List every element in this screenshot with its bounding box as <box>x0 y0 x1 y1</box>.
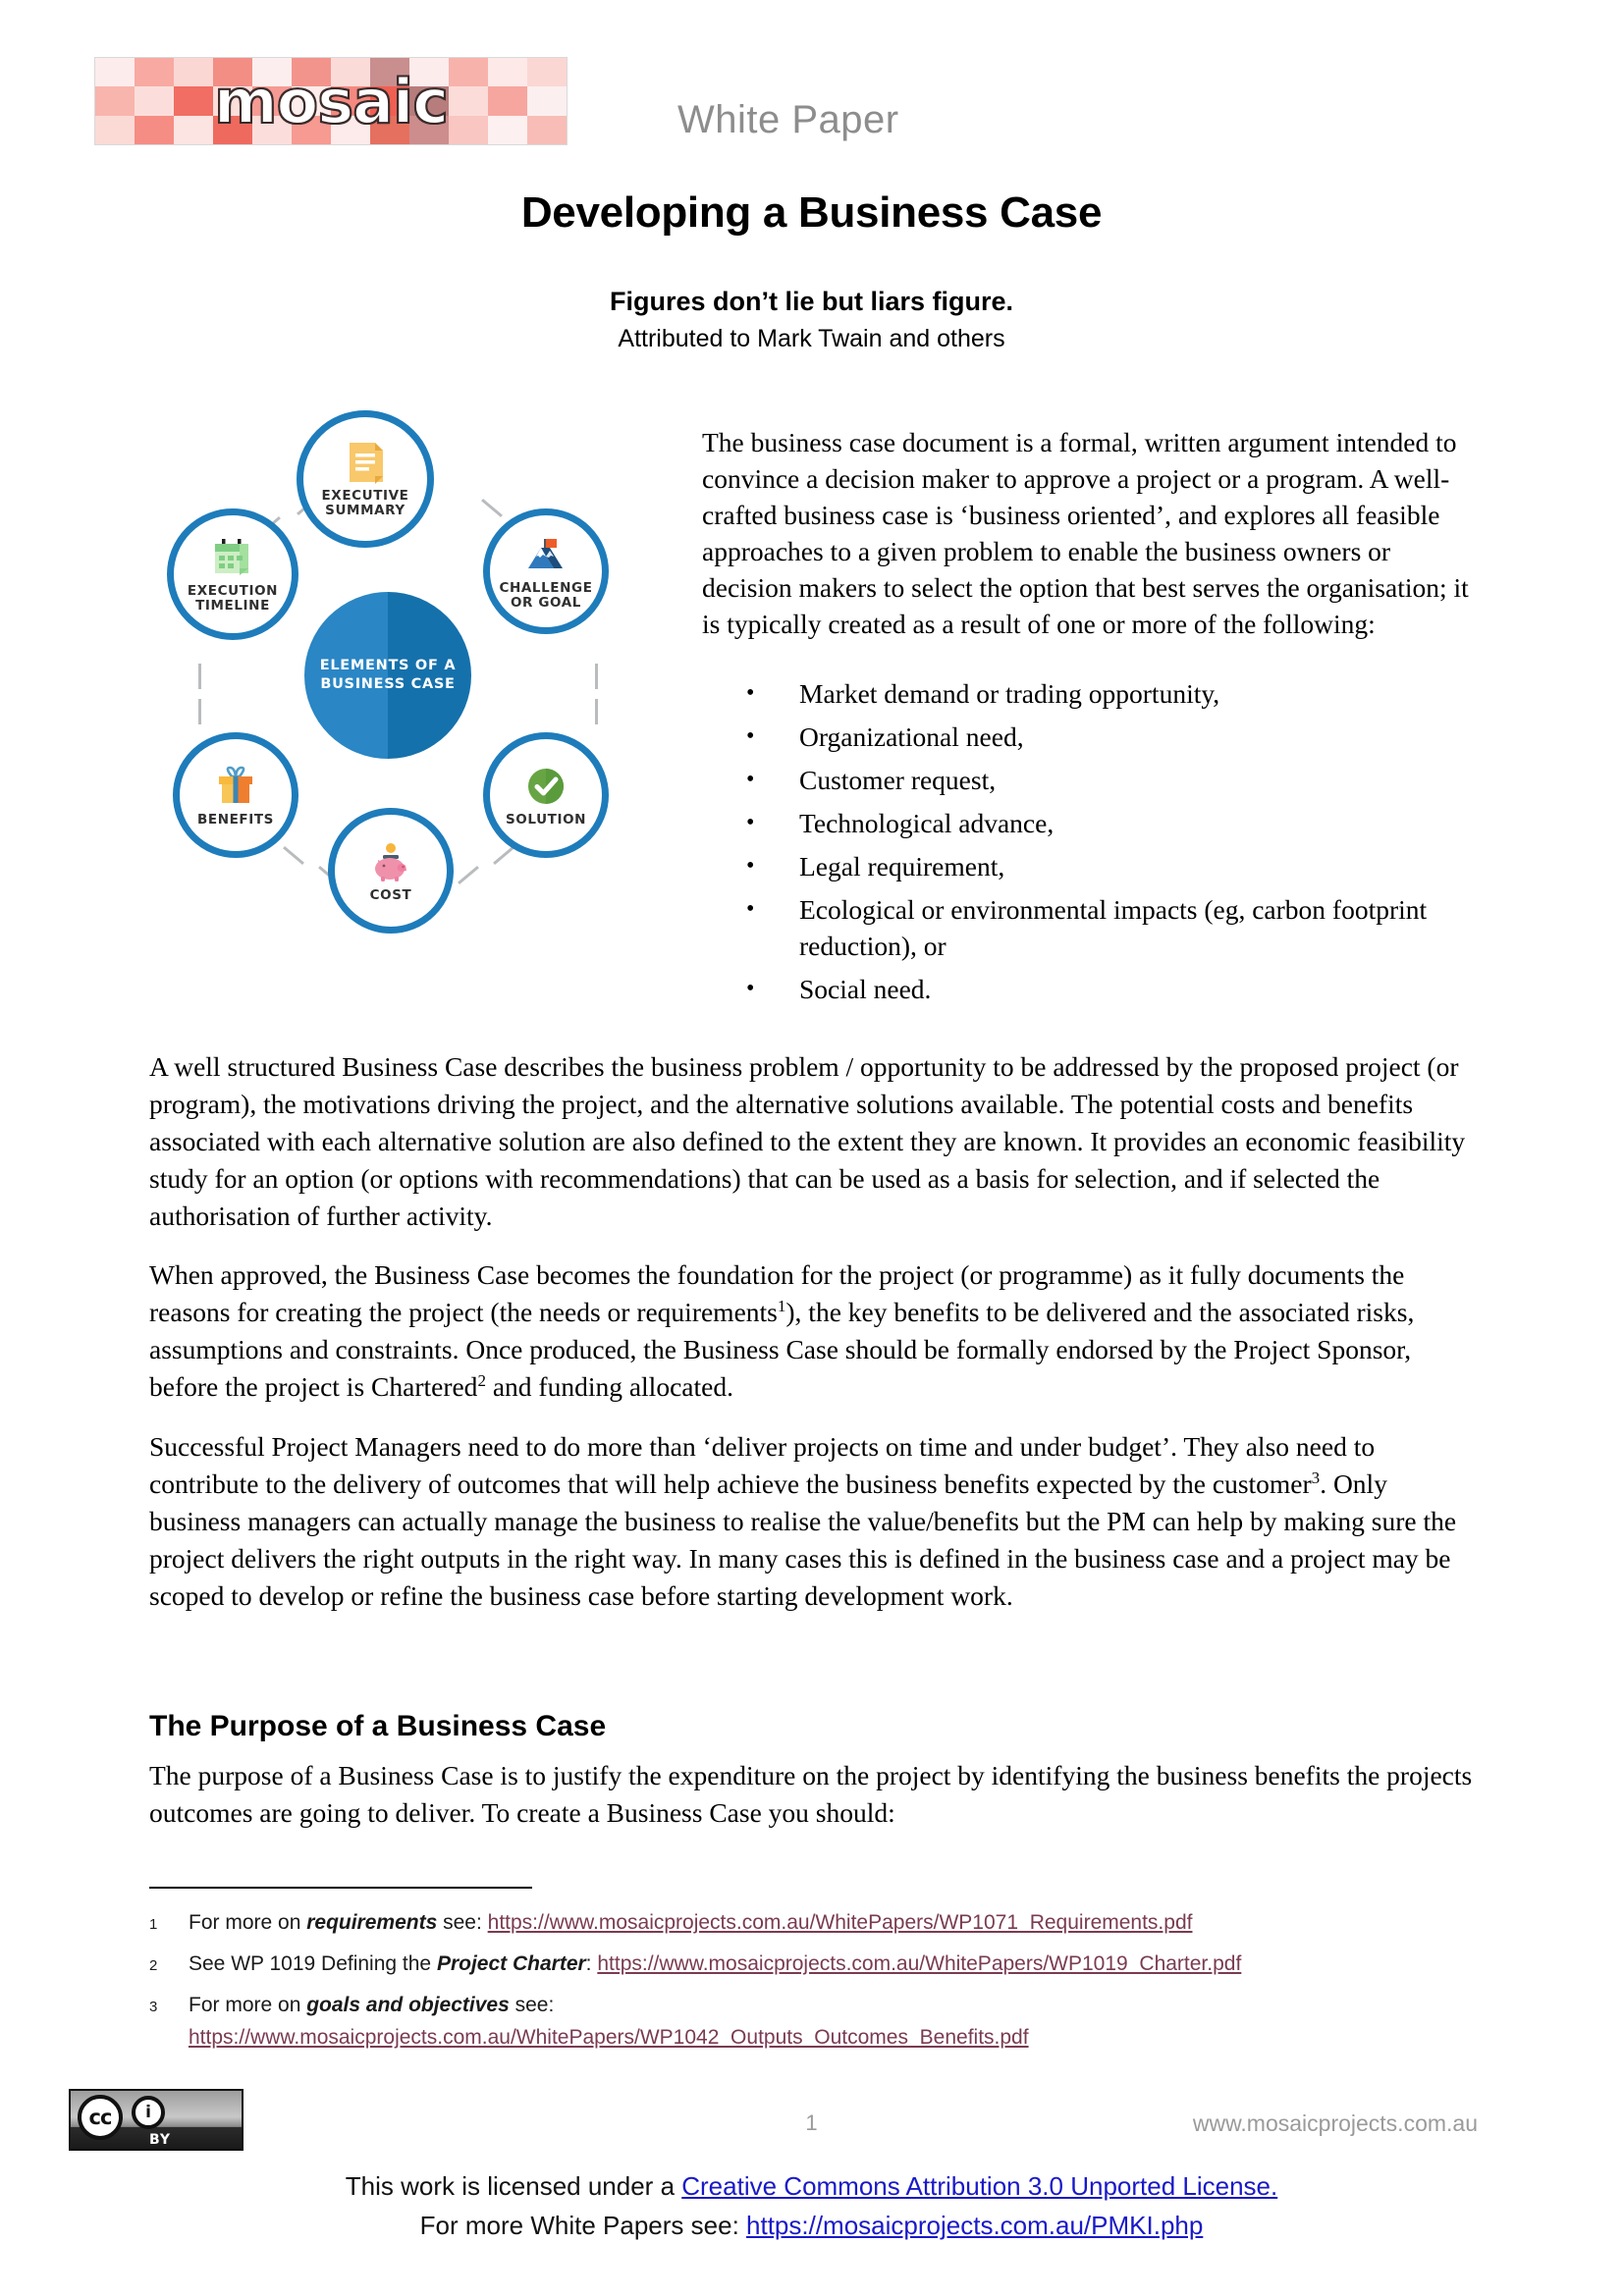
license-statement <box>0 2171 1623 2202</box>
node-label-line1: CHALLENGE <box>499 580 593 596</box>
diagram-node-label <box>506 813 586 828</box>
center-label-line2: BUSINESS CASE <box>320 676 456 692</box>
paragraph-text-segment: and funding allocated. <box>485 1371 733 1402</box>
footnote-text: see: <box>437 1911 488 1934</box>
node-label-line1: EXECUTIVE <box>321 488 409 504</box>
bullet-marker: • <box>746 896 755 922</box>
list-item <box>746 891 1478 964</box>
node-label-line1: SOLUTION <box>505 811 587 828</box>
footnote-number: 1 <box>149 1916 158 1933</box>
paragraph-purpose: The purpose of a Business Case is to justify the expenditure on the project by identifying the business benefits the projects outcomes are going to deliver. To create a Business Case you should: <box>149 1760 1473 1828</box>
paragraph-well-structured: A well structured Business Case describes the business problem / opportunity to be addressed by the proposed project (or program), the motivations driving the project, and the alternative solutions available. The potential costs and benefits associated with each alternative solution are also defined to the extent they are known. It provides an economic feasibility study for an option (or options with recommendations) that can be used as a basis for selection, and if selected the authorisation of further activity. <box>149 1051 1466 1231</box>
diagram-node-cost[interactable] <box>328 808 454 934</box>
cc-logo-icon: cc <box>78 2095 123 2140</box>
paragraph-text-segment: Successful Project Managers need to do more than ‘deliver projects on time and under budget’. They also need to contribute to the delivery of outcomes that will help achieve the business benefits expected by the customer <box>149 1431 1376 1499</box>
bullet-marker: • <box>746 723 755 749</box>
connector-dash <box>595 699 598 724</box>
footer-site-url: www.mosaicprojects.com.au <box>1192 2110 1478 2136</box>
diagram-node-execution-timeline[interactable] <box>167 508 298 640</box>
footnote-body <box>189 1989 1485 2054</box>
footnote-text: For more on <box>189 1911 307 1934</box>
license-link[interactable]: Creative Commons Attribution 3.0 Unported License. <box>681 2171 1278 2201</box>
list-item <box>746 971 1478 1007</box>
footnote-link[interactable]: https://www.mosaicprojects.com.au/WhitePapers/WP1042_Outputs_Outcomes_Benefits.pdf <box>189 2026 1029 2049</box>
list-item <box>746 675 1478 712</box>
paragraph-when-approved <box>149 1256 1478 1406</box>
connector-dash <box>458 866 479 884</box>
white-paper-label: White Paper <box>677 98 899 141</box>
footnote-body <box>189 1948 1485 1982</box>
diagram-node-label <box>188 584 278 614</box>
bullet-marker: • <box>746 810 755 835</box>
footnote-emphasis: goals and objectives <box>306 1994 510 2016</box>
footnote-list <box>149 1906 1485 2060</box>
footnote-ref-1[interactable]: 1 <box>777 1296 786 1315</box>
bullet-marker: • <box>746 853 755 879</box>
reasons-bullet-list <box>746 675 1478 1014</box>
more-papers-link[interactable]: https://mosaicprojects.com.au/PMKI.php <box>746 2211 1204 2240</box>
mosaic-logo <box>94 57 568 145</box>
paragraph-text-segment: ), the key benefits to be delivered and the associated risks, assumptions and constraints. Once produced, the Business Case should be formally endorsed by the Project Sponsor, before the project is Chartered <box>149 1297 1415 1402</box>
node-label-line2: TIMELINE <box>195 598 270 614</box>
elements-of-business-case-diagram <box>137 410 658 945</box>
paragraph-successful-pms <box>149 1428 1478 1615</box>
connector-dash <box>283 846 304 865</box>
list-item <box>746 762 1478 798</box>
footnote-text: See WP 1019 Defining the <box>189 1952 437 1975</box>
mountain-flag-icon <box>523 532 568 577</box>
list-item-text: Market demand or trading opportunity, <box>799 678 1220 709</box>
list-item-text: Organizational need, <box>799 721 1024 752</box>
list-item <box>746 719 1478 755</box>
footnote-emphasis: requirements <box>306 1911 438 1934</box>
bullet-marker: • <box>746 976 755 1001</box>
green-check-icon <box>523 764 568 809</box>
calendar-icon <box>210 535 255 580</box>
list-item-text: Ecological or environmental impacts (eg, carbon footprint reduction), or <box>799 894 1428 961</box>
epigraph-quote: Figures don’t lie but liars figure. <box>609 287 1014 316</box>
list-item-text: Legal requirement, <box>799 851 1005 881</box>
footnote-item <box>149 1906 1485 1941</box>
page-number: 1 <box>805 2110 818 2135</box>
diagram-node-benefits[interactable] <box>173 732 298 858</box>
page-header <box>0 0 1623 187</box>
paragraph-text-segment: . Only business managers can actually manage the business to realise the value/benefits but the PM can help by making sure the project delivers the right outputs in the right way. In many cases this is defined in the business case and a project may be scoped to develop or refine the business case before starting development work. <box>149 1468 1457 1611</box>
footnote-link[interactable]: https://www.mosaicprojects.com.au/WhitePapers/WP1071_Requirements.pdf <box>487 1911 1193 1934</box>
footnote-text: For more on <box>189 1994 307 2016</box>
footnote-ref-2[interactable]: 2 <box>477 1370 486 1390</box>
list-item <box>746 848 1478 884</box>
intro-paragraph: The business case document is a formal, written argument intended to convince a decision maker to approve a project or a program. A well-crafted business case is ‘business oriented’, and explores all feasible approaches to a given problem to enable the business owners or decision makers to select the option that best serves the organisation; it is typically created as a result of one or more of the following: <box>702 427 1469 639</box>
license-text: This work is licensed under a <box>345 2171 682 2201</box>
paragraph-text-segment: When approved, the Business Case becomes the foundation for the project (or programme) as it fully documents the reasons for creating the project (the needs or requirements <box>149 1259 1405 1327</box>
connector-dash <box>198 664 201 689</box>
diagram-center-label <box>320 657 457 694</box>
diagram-center-circle <box>304 592 471 759</box>
more-white-papers-line <box>0 2211 1623 2241</box>
footnote-ref-3[interactable]: 3 <box>1311 1468 1321 1487</box>
diagram-node-label <box>499 581 592 611</box>
node-label-line1: EXECUTION <box>187 583 279 599</box>
page-title: Developing a Business Case <box>520 188 1103 237</box>
epigraph-attribution: Attributed to Mark Twain and others <box>618 325 1005 352</box>
node-label-line1: BENEFITS <box>196 811 274 828</box>
list-item-text: Social need. <box>799 974 932 1004</box>
footnote-link[interactable]: https://www.mosaicprojects.com.au/WhitePapers/WP1019_Charter.pdf <box>597 1952 1242 1975</box>
bullet-marker: • <box>746 767 755 792</box>
list-item <box>746 805 1478 841</box>
footnote-text: : <box>585 1952 598 1975</box>
piggy-bank-icon <box>368 839 413 884</box>
footnote-separator <box>149 1887 532 1889</box>
bullet-marker: • <box>746 680 755 706</box>
diagram-node-executive-summary[interactable] <box>297 410 434 548</box>
connector-dash <box>481 499 503 517</box>
footnote-number: 3 <box>149 1999 158 2015</box>
connector-dash <box>198 699 201 724</box>
diagram-node-challenge-or-goal[interactable] <box>483 508 609 634</box>
diagram-node-solution[interactable] <box>483 732 609 858</box>
diagram-node-label <box>321 489 408 518</box>
node-label-line2: OR GOAL <box>510 595 582 611</box>
more-papers-text: For more White Papers see: <box>419 2211 747 2240</box>
footnote-number: 2 <box>149 1957 158 1974</box>
diagram-node-label <box>197 813 274 828</box>
center-label-line1: ELEMENTS OF A <box>319 658 457 673</box>
node-label-line2: SUMMARY <box>325 503 406 518</box>
list-item-text: Customer request, <box>799 765 997 795</box>
cc-by-label: BY <box>148 2132 172 2148</box>
footnote-item <box>149 1989 1485 2054</box>
gift-box-icon <box>213 764 258 809</box>
diagram-node-label <box>370 888 412 903</box>
footnote-body <box>189 1906 1485 1941</box>
document-icon <box>343 440 388 485</box>
connector-dash <box>595 664 598 689</box>
node-label-line1: COST <box>369 886 412 903</box>
logo-wordmark: mosaic <box>214 65 448 137</box>
footnote-item <box>149 1948 1485 1982</box>
cc-attribution-person-icon: i <box>132 2096 165 2129</box>
section-heading-purpose: The Purpose of a Business Case <box>149 1710 607 1742</box>
connector-dash <box>493 846 514 865</box>
footnote-emphasis: Project Charter <box>436 1952 586 1975</box>
footnote-text: see: <box>509 1994 555 2016</box>
list-item-text: Technological advance, <box>799 808 1055 838</box>
